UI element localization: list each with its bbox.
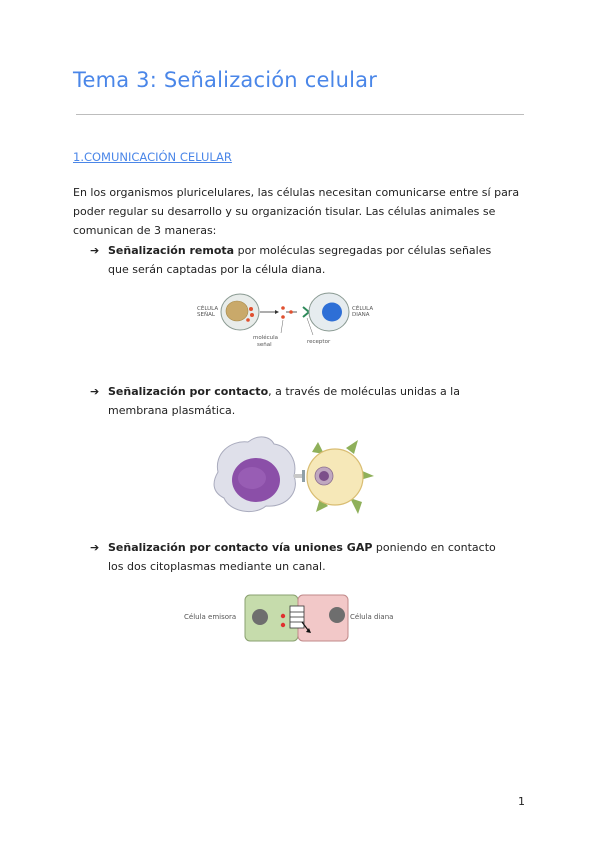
molecule-label: molécula	[253, 335, 279, 341]
target-cell-label: CÉLULA	[352, 306, 374, 312]
svg-text:SEÑAL: SEÑAL	[197, 312, 215, 318]
bullet-bold: Señalización por contacto vía uniones GAP	[108, 541, 373, 554]
signal-cell-nucleus	[226, 301, 248, 321]
signal-cell-label: CÉLULA	[197, 306, 219, 312]
bullet-gap-junction-signaling	[90, 538, 510, 576]
arrow-icon: ➔	[90, 244, 100, 257]
section-heading: 1.COMUNICACIÓN CELULAR	[73, 150, 232, 164]
contact-molecule	[302, 470, 305, 482]
bullet-bold: Señalización por contacto	[108, 385, 269, 398]
contact-signaling-figure	[208, 432, 378, 517]
bullet-remote-signaling	[90, 241, 510, 279]
page-number: 1	[518, 795, 525, 808]
remote-signaling-figure	[195, 290, 395, 352]
bullet-text: poniendo en contacto los dos citoplasmas mediante un canal.	[108, 541, 496, 573]
arrow-icon: ➔	[90, 541, 100, 554]
page-title: Tema 3: Señalización celular	[73, 68, 378, 92]
bullet-text: por moléculas segregadas por células señales que serán captadas por la célula diana.	[108, 244, 492, 276]
receptor	[303, 307, 309, 317]
bullet-text: , a través de moléculas unidas a la membrana plasmática.	[108, 385, 460, 417]
bullet-contact-signaling	[90, 382, 510, 420]
target-cell-nucleus	[329, 607, 345, 623]
receptor-label: receptor	[307, 339, 331, 345]
gap-junction-figure	[182, 592, 397, 644]
intro-paragraph: En los organismos pluricelulares, las células necesitan comunicarse entre sí para poder regular su desarrollo y su organización tisular. Las células animales se comunican de 3 maneras:	[73, 186, 520, 237]
bullet-bold: Señalización remota	[108, 244, 235, 257]
svg-text:DIANA: DIANA	[352, 312, 370, 318]
emitter-cell-nucleus	[252, 609, 268, 625]
title-divider	[76, 114, 524, 115]
emitter-cell-label: Célula emisora	[184, 613, 237, 621]
svg-text:señal: señal	[257, 342, 272, 348]
target-cell-label: Célula diana	[350, 613, 394, 621]
arrow-icon: ➔	[90, 385, 100, 398]
target-cell-nucleus	[322, 303, 342, 322]
signal-molecule	[281, 306, 285, 310]
